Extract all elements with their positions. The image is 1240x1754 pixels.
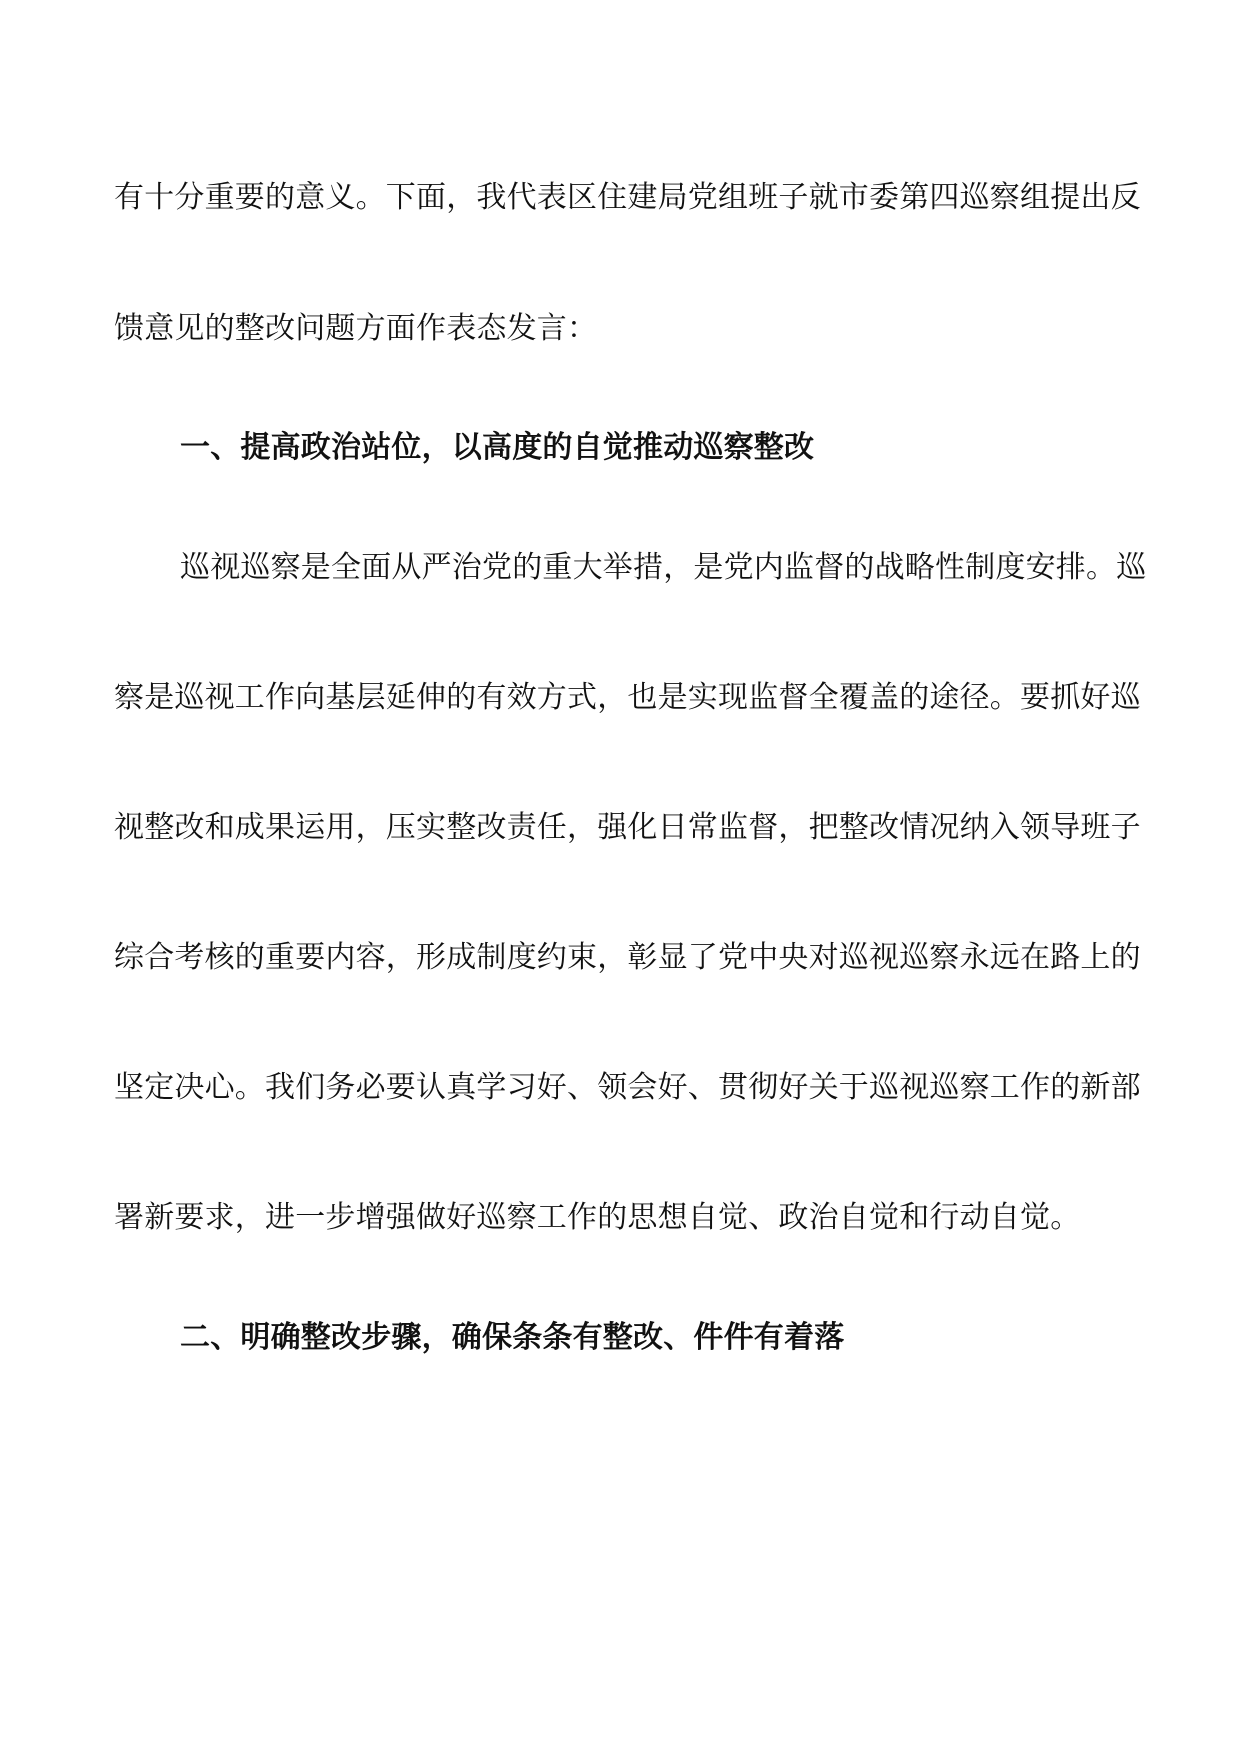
section-1-heading: 一、提高政治站位，以高度的自觉推动巡察整改 — [180, 430, 815, 465]
section-1-paragraph-line-6: 署新要求，进一步增强做好巡察工作的思想自觉、政治自觉和行动自觉。 — [114, 1200, 1081, 1235]
section-1-paragraph-line-2: 察是巡视工作向基层延伸的有效方式，也是实现监督全覆盖的途径。要抓好巡 — [114, 680, 1141, 715]
section-1-paragraph-line-1: 巡视巡察是全面从严治党的重大举措，是党内监督的战略性制度安排。巡 — [180, 550, 1147, 585]
intro-line-2: 馈意见的整改问题方面作表态发言： — [114, 311, 598, 346]
section-1-paragraph-line-5: 坚定决心。我们务必要认真学习好、领会好、贯彻好关于巡视巡察工作的新部 — [114, 1070, 1141, 1105]
intro-line-1: 有十分重要的意义。下面，我代表区住建局党组班子就市委第四巡察组提出反 — [114, 180, 1141, 215]
section-2-heading: 二、明确整改步骤，确保条条有整改、件件有着落 — [180, 1320, 845, 1355]
section-1-paragraph-line-4: 综合考核的重要内容，形成制度约束，彰显了党中央对巡视巡察永远在路上的 — [114, 940, 1141, 975]
section-1-paragraph-line-3: 视整改和成果运用，压实整改责任，强化日常监督，把整改情况纳入领导班子 — [114, 810, 1141, 845]
